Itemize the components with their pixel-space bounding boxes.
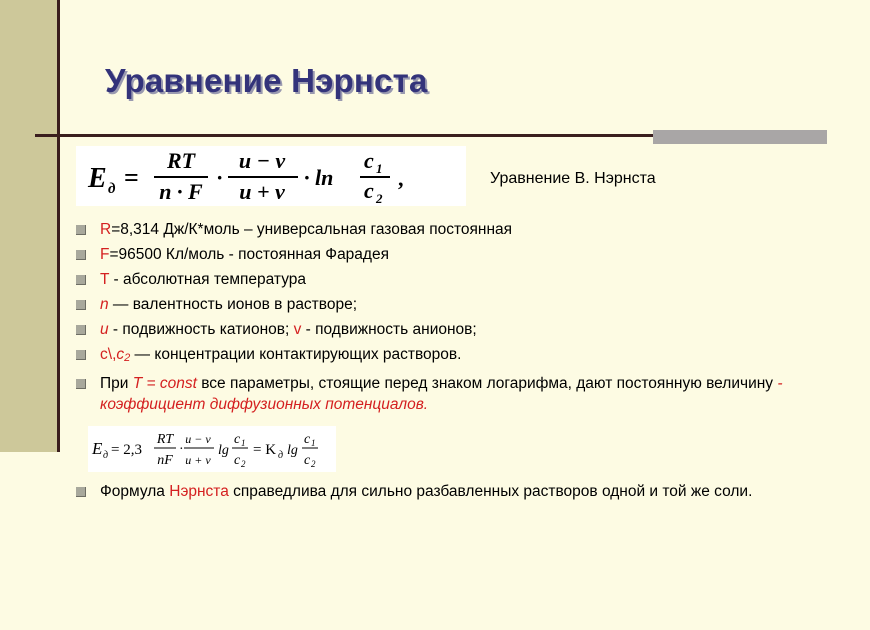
- symbol: u: [100, 321, 109, 338]
- formula2-lg: lg: [218, 443, 229, 458]
- item-text: =96500 Кл/моль - постоянная Фарадея: [109, 246, 389, 263]
- formula-c1-sub: 1: [376, 161, 383, 176]
- formula2-u-plus-v: u + v: [185, 453, 211, 467]
- bullet-icon: [76, 379, 86, 389]
- formula-caption: Уравнение В. Нэрнста: [490, 170, 656, 187]
- nernst-formula-image: [76, 146, 466, 206]
- list-item: [76, 344, 816, 369]
- list-item: [76, 269, 816, 290]
- formula-ln: · ln: [304, 165, 334, 190]
- formula2-c2-sub: 2: [241, 459, 246, 469]
- condition: T = const: [132, 375, 197, 392]
- item-text: справедлива для сильно разбавленных растворов одной и той же соли.: [228, 483, 753, 500]
- formula-lhs-sub: д: [108, 181, 116, 197]
- name: Нэрнста: [169, 483, 229, 500]
- formula2-c1: c: [234, 432, 241, 447]
- formula-equals: =: [124, 163, 139, 192]
- slide-title: Уравнение Нэрнста: [105, 62, 428, 99]
- svg-text:·: ·: [216, 165, 224, 190]
- formula-nf: n · F: [159, 179, 203, 204]
- item-text: — концентрации контактирующих растворов.: [130, 346, 462, 363]
- list-item: [76, 219, 816, 240]
- formula2-eq-k: = K: [253, 442, 277, 458]
- formula2-lhs: E: [92, 439, 103, 458]
- separator: ,: [112, 346, 117, 363]
- symbol: c\: [100, 346, 113, 363]
- nernst-formula: [76, 146, 466, 206]
- formula-c2-sub: 2: [376, 191, 383, 206]
- bullet-icon: [76, 487, 86, 497]
- formula2-c1b: c: [304, 432, 311, 447]
- divider-accent-block: [653, 130, 827, 144]
- formula-u-plus-v: u + v: [239, 179, 285, 204]
- item-prefix: Формула: [100, 483, 170, 500]
- symbol: T: [100, 271, 110, 288]
- formula2-k-sub: д: [278, 450, 284, 461]
- list-item: [76, 373, 816, 415]
- formula-rt: RT: [166, 148, 196, 173]
- formula-comma: ,: [398, 166, 404, 191]
- list-item: [76, 319, 816, 340]
- item-text: — валентность ионов в растворе;: [108, 296, 358, 313]
- formula2-lhs-sub: д: [103, 450, 109, 461]
- formula2-rt: RT: [156, 432, 174, 447]
- formula2-lg2: lg: [287, 443, 298, 458]
- list-item: [76, 294, 816, 315]
- item-text: - подвижность катионов;: [108, 321, 294, 338]
- bullet-icon: [76, 250, 86, 260]
- symbol: F: [100, 246, 110, 263]
- side-band: [0, 0, 60, 452]
- list-item: [76, 481, 816, 502]
- bullet-icon: [76, 300, 86, 310]
- formula-c1: c: [364, 148, 374, 173]
- emphasis: - коэффициент диффузионных потенциалов.: [100, 375, 783, 413]
- formula2-c2: c: [234, 453, 241, 468]
- formula-c2: c: [364, 178, 374, 203]
- item-prefix: При: [100, 375, 133, 392]
- list-item: [76, 244, 816, 265]
- formula2-c1-sub: 1: [241, 438, 246, 448]
- formula2-nf: nF: [157, 453, 173, 468]
- formula-lhs: E: [88, 163, 107, 194]
- formula2-c2b-sub: 2: [311, 459, 316, 469]
- svg-text:·: ·: [179, 442, 184, 457]
- symbol-2: v: [293, 321, 302, 338]
- symbol: R: [100, 221, 112, 238]
- diffusion-potential-formula-image: [88, 426, 336, 472]
- title-divider: [35, 134, 653, 137]
- formula2-c1b-sub: 1: [311, 438, 316, 448]
- symbol: n: [100, 296, 109, 313]
- item-text: все параметры, стоящие перед знаком логарифма, дают постоянную величину: [196, 375, 778, 392]
- formula2-u-minus-v: u − v: [185, 432, 211, 446]
- symbol-2-sub: 2: [124, 352, 131, 364]
- bullet-icon: [76, 225, 86, 235]
- formula-u-minus-v: u − v: [238, 148, 286, 173]
- item-text-2: - подвижность анионов;: [301, 321, 477, 338]
- bullet-icon: [76, 350, 86, 360]
- formula2-coef: = 2,3: [111, 442, 142, 458]
- item-text: - абсолютная температура: [109, 271, 307, 288]
- item-text: =8,314 Дж/К*моль – универсальная газовая постоянная: [111, 221, 513, 238]
- bullet-icon: [76, 275, 86, 285]
- formula2-c2b: c: [304, 453, 311, 468]
- symbol-2: c: [116, 346, 125, 363]
- diffusion-potential-formula: [88, 426, 336, 472]
- bullet-icon: [76, 325, 86, 335]
